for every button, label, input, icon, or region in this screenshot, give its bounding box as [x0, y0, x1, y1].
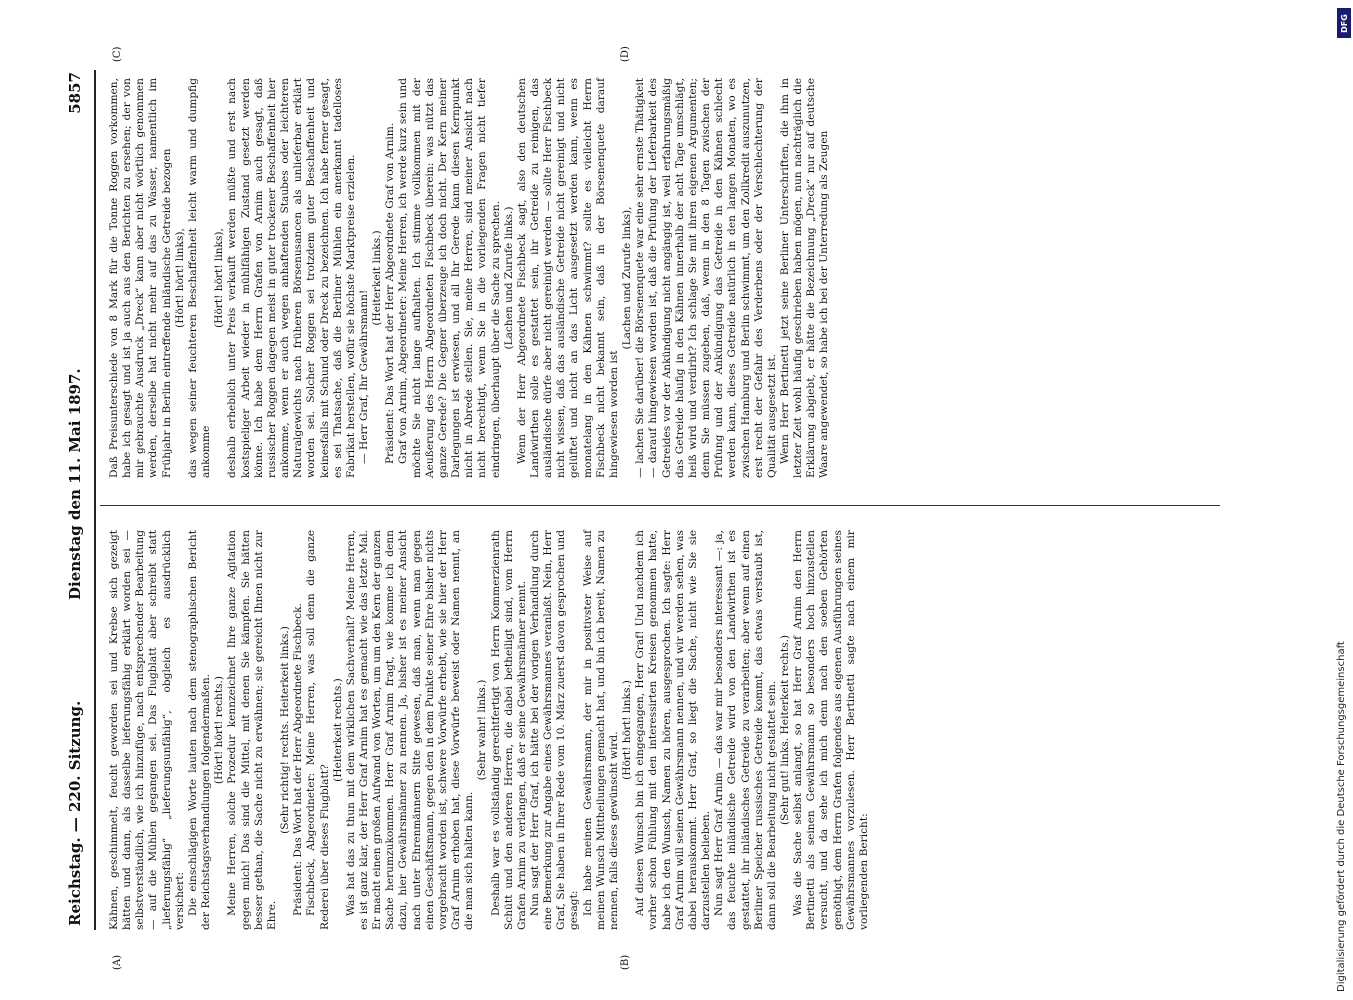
margin-mark-a: (A) — [112, 954, 123, 970]
paragraph: deshalb erheblich unter Preis verkauft werden müßte und erst nach kostspieliger Arbeit wieder in mühlfähigen Zustand gesetzt werden könne. Ich habe dem Herrn Grafen von Arnim auch gesagt, daß russischer Roggen dagegen meist in guter trockener Beschaffenheit hier ankomme, wenn er auch wegen anhaftenden Staubes oder leichteren Naturalgewichts nach früheren Börsenusancen als unlieferbar erklärt worden sei. Solcher Roggen sei trotzdem guter Beschaffenheit und keinesfalls mit Schund oder Dreck zu bezeichnen. Ich habe ferner gesagt, es sei Thatsache, daß die Berliner Mühlen ein anerkannt tadelloses Fabrikat herstellen, wofür sie höchste Marktpreise erzielen. — [226, 78, 357, 478]
paragraph: Was die Sache selbst anlangt, so hat Herr Graf Arnim den Herrn Bertinetti als seinen Gewährsmann so besonders hoch hinzustellen versucht, und da sehe ich mich denn nach den soeben Gehörten genöthigt, dem Herrn Grafen folgendes aus eigenen Ausführungen seines Gewährsmannes vorzulesen. Herr Bertinetti sagte nach einem mir vorliegenden Bericht: — [792, 530, 870, 930]
paragraph: Was hat das zu thun mit dem wirklichen Sachverhalt? Meine Herren, es ist ganz klar, der Herr Graf Arnim hat es gemacht wie das letzte Mal. Er macht einen großen Aufwand von Worten, um um den Kern der ganzen Sache herumzukommen. Herr Graf Arnim fragt, wie komme ich denn dazu, hier Gewährsmänner zu nennen. Ja, bisher ist es meiner Ansicht nach unter Ehrenmännern Sitte gewesen, daß man, wenn man gegen einen Geschäftsmann, gegen den in dem Punkte seiner Ehre bisher nichts vorgebracht worden ist, schwere Vorwürfe erhebt, wie sie hier der Herr Graf Arnim erhoben hat, diese Vorwürfe beweist oder Namen nennt, an die man sich halten kann. — [344, 530, 476, 930]
paragraph: Präsident: Das Wort hat der Herr Abgeordnete Fischbeck. — [292, 603, 305, 916]
interjection: (Lachen und Zurufe links.) — [502, 206, 515, 350]
paragraph: — lachen Sie darüber! die Börsenenquete war eine sehr ernste Thätigkeit — darauf hingewiesen worden ist, daß die Prüfung der Lieferbarkeit des Getreides vor der Ankündigung nicht angängig ist, weil erfahrungsmäßig das Getreide häufig in den Kähnen innerhalb der acht Tage umschlägt, heiß wird und verdirbt? Ich schlage Sie mit ihren eigenen Argumenten; denn Sie müssen zugeben, daß, wenn in den 8 Tagen zwischen der Prüfung und der Ankündigung das Getreide in den Kähnen schlecht werden kann, dieses Getreide natürlich in den langen Monaten, wo es zwischen Hamburg und Berlin schwimmt, um den Zollkredit auszunutzen, erst recht der Gefahr des Verderbens oder der Verschlechterung der Qualität ausgesetzt ist. — [634, 78, 778, 478]
header-left: Reichstag. — 220. Sitzung. — [66, 700, 84, 926]
interjection: (Sehr gut! links. Heiterkeit rechts.) — [778, 634, 791, 826]
column-divider — [100, 505, 660, 506]
margin-mark-c: (C) — [112, 46, 123, 62]
digitization-credit: Digitalisierung gefördert durch die Deutsche Forschungsgemeinschaft — [1336, 641, 1347, 992]
margin-mark-d: (D) — [620, 46, 631, 62]
paragraph: Nun sagt Herr Graf Arnim — das war mir besonders interessant —: ja, das feuchte inländische Getreide wird von den Landwirthen ist es gestattet, ihr inländisches Getreide zu verarbeiten; aber wenn auf einen Berliner Speicher russisches Getreide kommt, das etwas verstaubt ist, dann soll die Bearbeitung nicht gestattet sein. — [713, 530, 778, 930]
document-page — [60, 46, 1290, 970]
interjection: (Heiterkeit links.) — [371, 230, 384, 326]
interjection: (Hört! hört! links), — [173, 228, 186, 328]
page-header — [60, 70, 96, 930]
paragraph: Meine Herren, solche Prozedur kennzeichnet Ihre ganze Agitation gegen mich! Das sind die Mittel, mit denen Sie kämpfen. Sie hätten besser gethan, die Sache nicht zu erwähnen; sie gereicht Ihnen nicht zur Ehre. — [226, 530, 278, 930]
paragraph: das wegen seiner feuchteren Beschaffenheit leicht warm und dumpfig ankomme — [186, 78, 213, 478]
right-column — [108, 78, 832, 478]
interjection: (Sehr wahr! links.) — [476, 679, 489, 781]
paragraph: Wenn der Herr Abgeordnete Fischbeck sagt, also den deutschen Landwirthen solle es gestattet sein, ihr Getreide zu reinigen, das ausländische dürfe aber nicht gereinigt werden — sollte Herr Fischbeck nicht wissen, daß das ausländische Getreide nicht gereinigt und nicht gelüftet und nicht an das Licht ausgesetzt werden kann, wenn es monatelang in den Kähnen schwimmt? sollte es vielleicht Herrn Fischbeck nicht bekannt sein, daß in der Börsenenquete darauf hingewiesen worden ist — [515, 78, 620, 478]
paragraph: Ich habe meinen Gewährsmann, der mir in positivster Weise auf meinen Wunsch Mittheilungen gemacht hat, und bin ich bereit, Namen zu nennen, falls dieses gewünscht wird. — [581, 530, 620, 930]
paragraph: Wenn Herr Bertinetti jetzt seine Berliner Unterschriften, die ihm in letzter Zeit wohl häufig geschrieben haben mögen, nun nachträglich die Erklärung abgiebt, er hätte die Bezeichnung „Dreck“ nur auf deutsche Waare angewendet, so habe ich bei der Unterredung als Zeugen — [778, 78, 831, 478]
interjection: (Lachen und Zurufe links), — [621, 206, 634, 350]
interjection: (Hört! hört! links.) — [621, 680, 634, 780]
dfg-logo — [1337, 8, 1351, 38]
paragraph: Auf diesen Wunsch bin ich eingegangen, Herr Graf! Und nachdem ich vorher schon Fühlung mit den interessirten Kreisen genommen hatte, habe ich den Wunsch, Namen zu hören, ausgesprochen. Ich sagte: Herr Graf Arnim will seinen Gewährsmann nennen, und wir werden sehen, was dabei herauskommt. Herr Graf, so liegt die Sache, nicht wie Sie sie darzustellen belieben. — [634, 530, 713, 930]
dfg-logo-text: DFG — [1339, 13, 1349, 33]
paragraph: Deshalb war es vollständig gerechtfertigt von Herrn Kommerzienrath Schütt und den anderen Herren, die dabei betheiligt sind, vom Herrn Grafen Arnim zu verlangen, daß er seine Gewährsmänner nennt. — [489, 530, 528, 930]
header-date: Dienstag den 11. Mai 1897. — [66, 368, 84, 600]
paragraph: Daß Preisunterschiede von 8 Mark für die Tonne Roggen vorkommen, habe ich gesagt und ist ja auch aus den Berichten zu ersehen; der von mir gebrauchte Ausdruck „Dreck“ kann aber nicht wörtlich genommen werden, derselbe hat nicht mehr auf das zu Wasser, namentlich im Frühjahr in Berlin eintreffende inländische Getreide bezogen — [108, 78, 173, 478]
interjection: (Sehr richtig! rechts. Heiterkeit links.) — [279, 626, 292, 834]
column-divider — [660, 505, 1220, 506]
interjection: (Heiterkeit rechts.) — [331, 678, 344, 782]
interjection: (Hört! hört! rechts.) — [213, 675, 226, 785]
paragraph: Kähnen, geschimmelt, feucht geworden sei und Krebse sich gezeigt hätten und dann, als dasselbe lieferungsfähig erklärt worden sei — selbstverständlich, wie ich hinzufüge, nach entsprechender Bearbeitung — auf die Mühlen gegangen sei. Das Flugblatt aber schreibt statt „lieferungsfähig“ „lieferungsunfähig“, obgleich es ausdrücklich versichert: — [108, 530, 186, 930]
paragraph: Präsident: Das Wort hat der Herr Abgeordnete Graf von Arnim. — [384, 122, 397, 464]
margin-mark-b: (B) — [620, 954, 631, 970]
paragraph: Nun sagt der Herr Graf, ich hätte bei der vorigen Verhandlung durch eine Bemerkung zur Angabe eines Gewährsmannes veranlaßt. Nein, Herr Graf, Sie haben in Ihrer Rede vom 10. März zuerst davon gesprochen und gesagt: — [529, 530, 581, 930]
page-number: 5857 — [66, 72, 84, 114]
paragraph: Die einschlägigen Worte lauten nach dem stenographischen Bericht der Reichstagsverhandlungen folgendermaßen. — [186, 530, 213, 930]
interjection: (Hört! hört! links), — [213, 228, 226, 328]
paragraph: — Herr Graf, Ihr Gewährsmann! — [357, 289, 370, 464]
left-column — [108, 530, 871, 930]
paragraph: Graf von Arnim, Abgeordneter: Meine Herren, ich werde kurz sein und möchte Sie nicht lange aufhalten. Ich stimme vollkommen mit der Aeußerung des Herrn Abgeordneten Fischbeck überein: was nützt das ganze Gerede? Die Gegner überzeuge ich doch nicht. Der Kern meiner Darlegungen ist erwiesen, und all Ihr Gerede kann diesen Kernpunkt nicht in Abrede stellen. Sie, meine Herren, sind meiner Ansicht nach nicht berechtigt, wenn Sie in die vorliegenden Fragen nicht tiefer eindringen, überhaupt über die Sache zu sprechen. — [397, 78, 502, 478]
paragraph: Fischbeck, Abgeordneter: Meine Herren, was soll denn die ganze Rederei über dieses Flugblatt? — [305, 530, 331, 930]
